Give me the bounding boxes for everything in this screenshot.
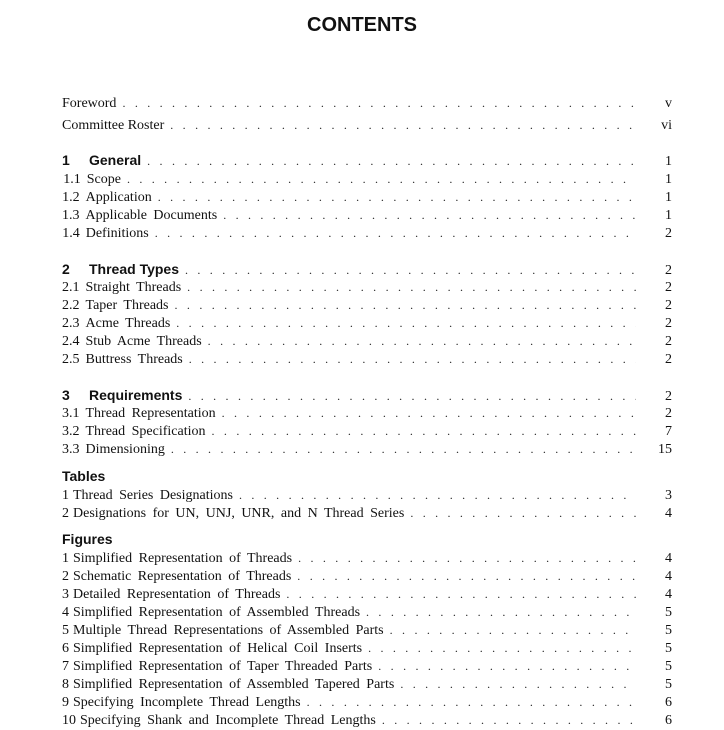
tables-heading: Tables bbox=[62, 468, 106, 484]
toc-entry-label: Designations for UN, UNJ, UNR, and N Thread Series bbox=[73, 506, 405, 521]
toc-entry-label: Schematic Representation of Threads bbox=[73, 569, 292, 584]
page-title: CONTENTS bbox=[307, 14, 417, 36]
toc-entry-page: 2 bbox=[665, 389, 672, 404]
toc-entry-label: Taper Threads bbox=[85, 298, 169, 313]
leader-dots bbox=[212, 422, 636, 440]
leader-dots bbox=[223, 206, 636, 224]
toc-entry-label: Simplified Representation of Threads bbox=[73, 551, 293, 566]
toc-entry[interactable] bbox=[62, 206, 672, 224]
leader-dots bbox=[208, 332, 636, 350]
toc-entry-page: 4 bbox=[665, 551, 672, 566]
leader-dots bbox=[297, 567, 636, 585]
entry-number: 1.3 bbox=[62, 208, 80, 223]
toc-entry-page: 2 bbox=[665, 406, 672, 421]
leader-dots bbox=[170, 116, 636, 134]
entry-number: 10 bbox=[62, 713, 76, 728]
toc-entry-label: Stub Acme Threads bbox=[85, 334, 202, 349]
toc-entry-page: 1 bbox=[665, 208, 672, 223]
toc-figure-entry[interactable] bbox=[62, 711, 672, 729]
toc-entry-page: 2 bbox=[665, 226, 672, 241]
toc-entry-page: v bbox=[665, 96, 672, 111]
toc-entry-label: Committee Roster bbox=[62, 118, 165, 133]
leader-dots bbox=[155, 224, 636, 242]
toc-figure-entry[interactable] bbox=[62, 567, 672, 585]
leader-dots bbox=[400, 675, 636, 693]
toc-entry-page: 1 bbox=[665, 190, 672, 205]
toc-figure-entry[interactable] bbox=[62, 549, 672, 567]
leader-dots bbox=[286, 585, 636, 603]
toc-entry-page: 2 bbox=[665, 352, 672, 367]
leader-dots bbox=[366, 603, 636, 621]
leader-dots bbox=[158, 188, 636, 206]
toc-entry-label: Specifying Shank and Incomplete Thread Lengths bbox=[80, 713, 376, 728]
leader-dots bbox=[187, 278, 636, 296]
leader-dots bbox=[175, 296, 636, 314]
toc-entry-page: 2 bbox=[665, 298, 672, 313]
entry-number: 8 bbox=[62, 677, 69, 692]
section-title: General bbox=[89, 152, 142, 168]
toc-entry-page: 4 bbox=[665, 506, 672, 521]
entry-number: 3.3 bbox=[62, 442, 80, 457]
entry-number: 3.2 bbox=[62, 424, 80, 439]
leader-dots bbox=[189, 350, 636, 368]
toc-figure-entry[interactable] bbox=[62, 639, 672, 657]
entry-number: 5 bbox=[62, 623, 69, 638]
entry-number: 7 bbox=[62, 659, 69, 674]
toc-entry-label: Thread Representation bbox=[85, 406, 216, 421]
figures-heading: Figures bbox=[62, 531, 113, 547]
entry-number: 1 bbox=[62, 488, 69, 503]
leader-dots bbox=[382, 711, 636, 729]
toc-entry[interactable] bbox=[62, 440, 672, 458]
entry-number: 1.1 bbox=[63, 172, 81, 187]
entry-number: 2.3 bbox=[62, 316, 80, 331]
toc-entry[interactable] bbox=[62, 296, 672, 314]
toc-entry-label: Applicable Documents bbox=[85, 208, 218, 223]
section-number: 2 bbox=[62, 261, 70, 277]
toc-entry[interactable] bbox=[62, 278, 672, 296]
toc-entry-label: Scope bbox=[86, 172, 121, 187]
toc-entry-label: Simplified Representation of Taper Threaded Parts bbox=[73, 659, 373, 674]
toc-figure-entry[interactable] bbox=[62, 621, 672, 639]
toc-figure-entry[interactable] bbox=[62, 585, 672, 603]
entry-number: 4 bbox=[62, 605, 69, 620]
toc-entry-label: Thread Specification bbox=[85, 424, 206, 439]
leader-dots bbox=[188, 387, 636, 405]
toc-entry-label: Simplified Representation of Assembled Threads bbox=[73, 605, 361, 620]
entry-number: 2.2 bbox=[62, 298, 80, 313]
toc-entry[interactable] bbox=[62, 332, 672, 350]
leader-dots bbox=[171, 440, 636, 458]
entry-number: 9 bbox=[62, 695, 69, 710]
toc-entry-page: 2 bbox=[665, 316, 672, 331]
toc-entry-page: 6 bbox=[665, 713, 672, 728]
toc-entry-label: Simplified Representation of Assembled Tapered Parts bbox=[73, 677, 395, 692]
toc-entry-label: Acme Threads bbox=[85, 316, 171, 331]
section-title: Thread Types bbox=[89, 261, 179, 277]
toc-entry-label: Specifying Incomplete Thread Lengths bbox=[73, 695, 301, 710]
toc-entry-label: Application bbox=[85, 190, 152, 205]
toc-entry-label: Simplified Representation of Helical Coil Inserts bbox=[73, 641, 363, 656]
toc-entry-label: Definitions bbox=[85, 226, 149, 241]
entry-number: 2 bbox=[62, 569, 69, 584]
entry-number: 6 bbox=[62, 641, 69, 656]
toc-entry-label: Dimensioning bbox=[85, 442, 165, 457]
section-number: 1 bbox=[62, 152, 70, 168]
toc-entry-page: vi bbox=[661, 118, 672, 133]
toc-entry[interactable] bbox=[62, 350, 672, 368]
entry-number: 3 bbox=[62, 587, 69, 602]
toc-entry-page: 5 bbox=[665, 605, 672, 620]
leader-dots bbox=[298, 549, 636, 567]
leader-dots bbox=[307, 693, 636, 711]
toc-entry-page: 4 bbox=[665, 587, 672, 602]
toc-entry[interactable] bbox=[62, 422, 672, 440]
leader-dots bbox=[185, 261, 636, 279]
toc-figure-entry[interactable] bbox=[62, 657, 672, 675]
toc-entry[interactable] bbox=[62, 170, 672, 188]
toc-entry-page: 3 bbox=[665, 488, 672, 503]
toc-entry-page: 5 bbox=[665, 659, 672, 674]
entry-number: 1.2 bbox=[62, 190, 80, 205]
leader-dots bbox=[127, 170, 636, 188]
entry-number: 3.1 bbox=[62, 406, 80, 421]
section-number: 3 bbox=[62, 387, 70, 403]
toc-entry-page: 2 bbox=[665, 263, 672, 278]
leader-dots bbox=[378, 657, 636, 675]
leader-dots bbox=[368, 639, 636, 657]
toc-entry-foreword[interactable] bbox=[62, 94, 672, 112]
toc-entry-page: 5 bbox=[665, 641, 672, 656]
leader-dots bbox=[410, 504, 636, 522]
toc-entry[interactable] bbox=[62, 314, 672, 332]
leader-dots bbox=[239, 486, 636, 504]
toc-entry-page: 7 bbox=[665, 424, 672, 439]
leader-dots bbox=[390, 621, 636, 639]
leader-dots bbox=[147, 152, 636, 170]
toc-entry[interactable] bbox=[62, 224, 672, 242]
toc-section-requirements[interactable] bbox=[62, 386, 672, 404]
leader-dots bbox=[122, 94, 636, 112]
toc-section-general[interactable] bbox=[62, 151, 672, 169]
toc-figure-entry[interactable] bbox=[62, 693, 672, 711]
entry-number: 1.4 bbox=[62, 226, 80, 241]
toc-entry-page: 1 bbox=[665, 154, 672, 169]
toc-entry-label: Thread Series Designations bbox=[73, 488, 233, 503]
toc-entry[interactable] bbox=[62, 404, 672, 422]
toc-table-entry[interactable] bbox=[62, 486, 672, 504]
entry-number: 2.4 bbox=[62, 334, 80, 349]
toc-entry-page: 2 bbox=[665, 334, 672, 349]
toc-entry-page: 6 bbox=[665, 695, 672, 710]
toc-section-thread-types[interactable] bbox=[62, 260, 672, 278]
entry-number: 2.1 bbox=[62, 280, 80, 295]
leader-dots bbox=[176, 314, 636, 332]
entry-number: 1 bbox=[62, 551, 69, 566]
toc-entry-committee-roster[interactable] bbox=[62, 116, 672, 134]
toc-entry-label: Foreword bbox=[62, 96, 117, 111]
entry-number: 2 bbox=[62, 506, 69, 521]
toc-figure-entry[interactable] bbox=[62, 675, 672, 693]
toc-entry-page: 5 bbox=[665, 623, 672, 638]
toc-figure-entry[interactable] bbox=[62, 603, 672, 621]
toc-entry-label: Straight Threads bbox=[85, 280, 182, 295]
toc-entry-label: Detailed Representation of Threads bbox=[73, 587, 281, 602]
leader-dots bbox=[222, 404, 636, 422]
toc-entry-label: Buttress Threads bbox=[85, 352, 183, 367]
toc-entry-page: 15 bbox=[658, 442, 672, 457]
toc-entry-page: 2 bbox=[665, 280, 672, 295]
toc-entry[interactable] bbox=[62, 188, 672, 206]
toc-table-entry[interactable] bbox=[62, 504, 672, 522]
toc-entry-label: Multiple Thread Representations of Assembled Parts bbox=[73, 623, 384, 638]
toc-entry-page: 5 bbox=[665, 677, 672, 692]
toc-entry-page: 1 bbox=[665, 172, 672, 187]
entry-number: 2.5 bbox=[62, 352, 80, 367]
section-title: Requirements bbox=[89, 387, 183, 403]
toc-entry-page: 4 bbox=[665, 569, 672, 584]
